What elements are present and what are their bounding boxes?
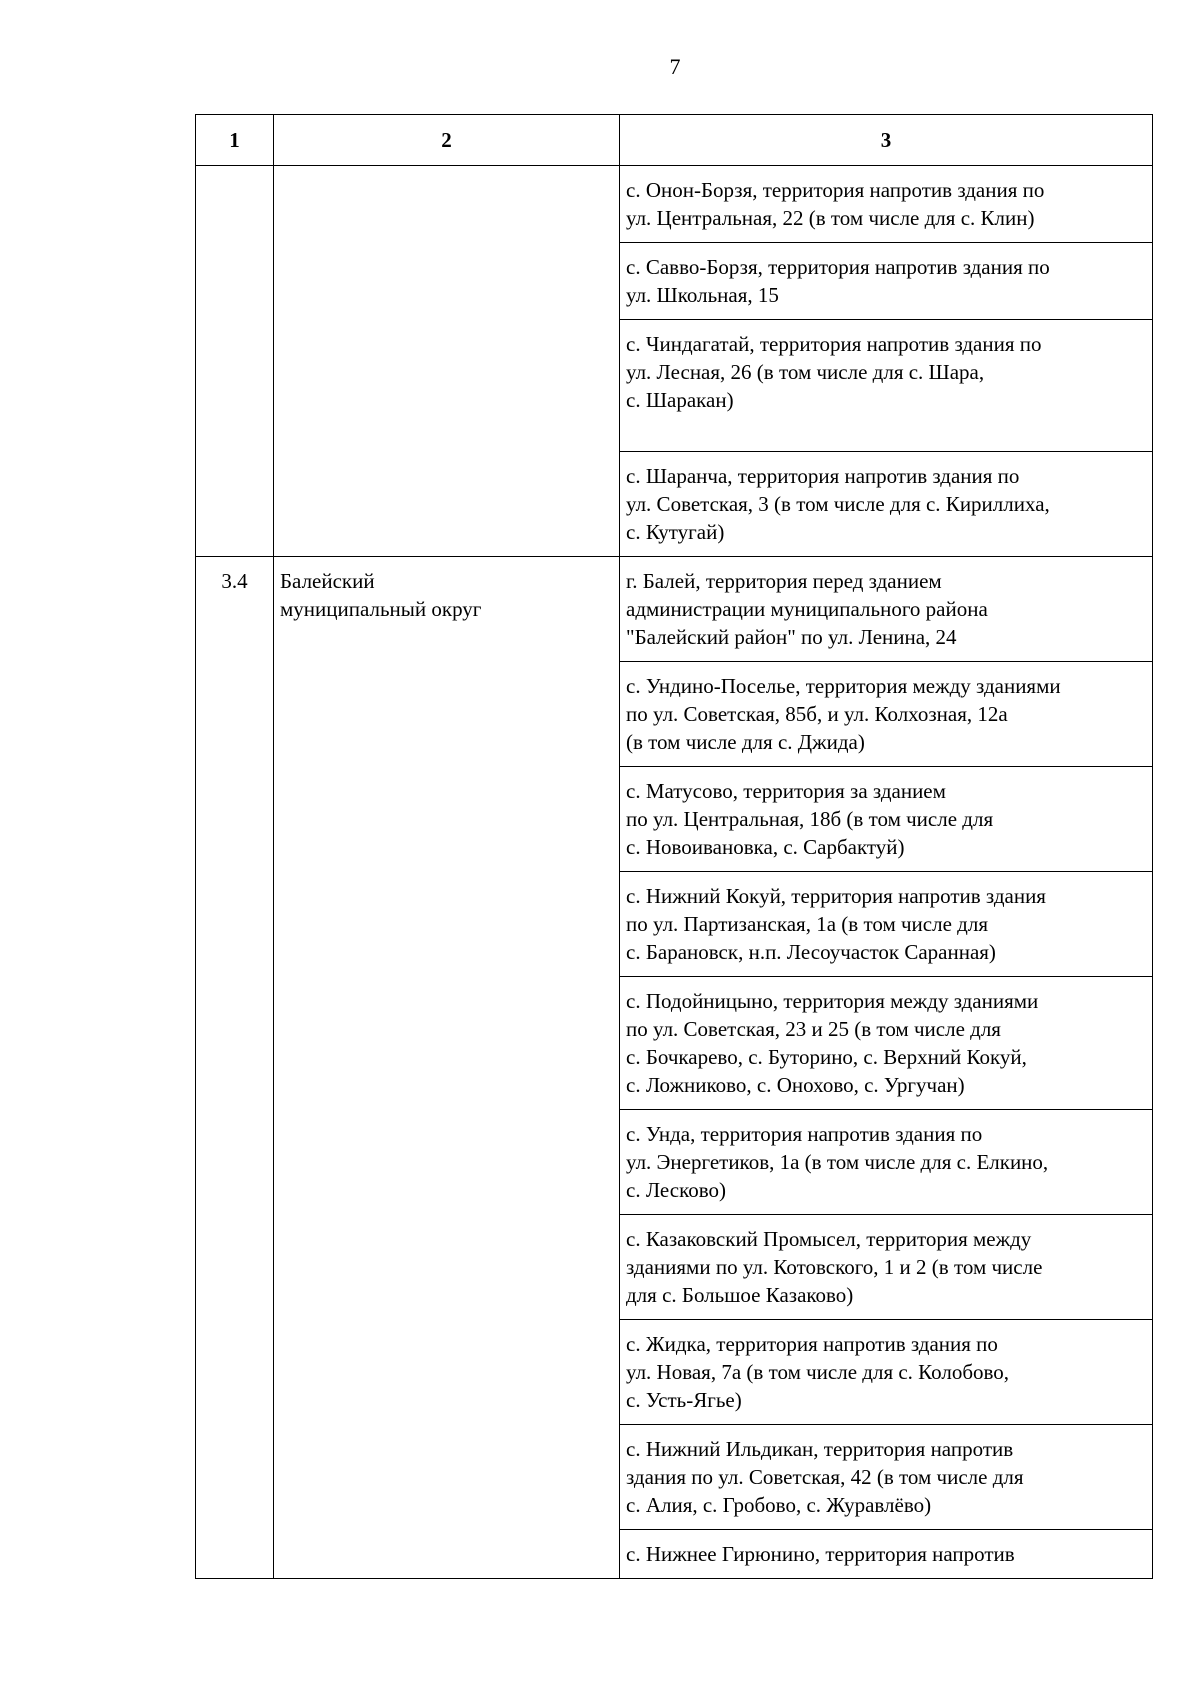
table-row <box>196 557 1153 662</box>
row-number-cell: 3.4 <box>196 557 274 1579</box>
location-cell: с. Чиндагатай, территория напротив здания по ул. Лесная, 26 (в том числе для с. Шара, с. Шаракан) <box>620 320 1153 452</box>
location-cell: с. Казаковский Промысел, территория между зданиями по ул. Котовского, 1 и 2 (в том числе для с. Большое Казаково) <box>620 1215 1153 1320</box>
location-cell: с. Онон-Борзя, территория напротив здания по ул. Центральная, 22 (в том числе для с. Клин) <box>620 166 1153 243</box>
location-cell: г. Балей, территория перед зданием администрации муниципального района "Балейский район" по ул. Ленина, 24 <box>620 557 1153 662</box>
location-cell: с. Нижний Кокуй, территория напротив здания по ул. Партизанская, 1а (в том числе для с. Барановск, н.п. Лесоучасток Саранная) <box>620 872 1153 977</box>
location-cell: с. Подойницыно, территория между зданиями по ул. Советская, 23 и 25 (в том числе для с. Бочкарево, с. Буторино, с. Верхний Кокуй, с. Ложниково, с. Онохово, с. Ургучан) <box>620 977 1153 1110</box>
location-cell: с. Савво-Борзя, территория напротив здания по ул. Школьная, 15 <box>620 243 1153 320</box>
location-cell: с. Ундино-Поселье, территория между зданиями по ул. Советская, 85б, и ул. Колхозная, 12а (в том числе для с. Джида) <box>620 662 1153 767</box>
location-cell: с. Шаранча, территория напротив здания по ул. Советская, 3 (в том числе для с. Кириллиха, с. Кутугай) <box>620 452 1153 557</box>
header-col-1: 1 <box>196 115 274 166</box>
district-name-cell <box>274 166 620 557</box>
location-cell: с. Жидка, территория напротив здания по ул. Новая, 7а (в том числе для с. Колобово, с. Усть-Ягье) <box>620 1320 1153 1425</box>
location-cell: с. Матусово, территория за зданием по ул. Центральная, 18б (в том числе для с. Новоивановка, с. Сарбактуй) <box>620 767 1153 872</box>
table-row <box>196 166 1153 243</box>
location-cell: с. Нижнее Гирюнино, территория напротив <box>620 1530 1153 1579</box>
location-cell: с. Унда, территория напротив здания по ул. Энергетиков, 1а (в том числе для с. Елкино, с. Лесково) <box>620 1110 1153 1215</box>
district-name-cell: Балейский муниципальный округ <box>274 557 620 1579</box>
row-number-cell <box>196 166 274 557</box>
header-col-2: 2 <box>274 115 620 166</box>
locations-table <box>195 114 1153 1579</box>
header-col-3: 3 <box>620 115 1153 166</box>
location-cell: с. Нижний Ильдикан, территория напротив здания по ул. Советская, 42 (в том числе для с. Алия, с. Гробово, с. Журавлёво) <box>620 1425 1153 1530</box>
page-number: 7 <box>669 54 681 79</box>
header-row <box>196 115 1153 166</box>
